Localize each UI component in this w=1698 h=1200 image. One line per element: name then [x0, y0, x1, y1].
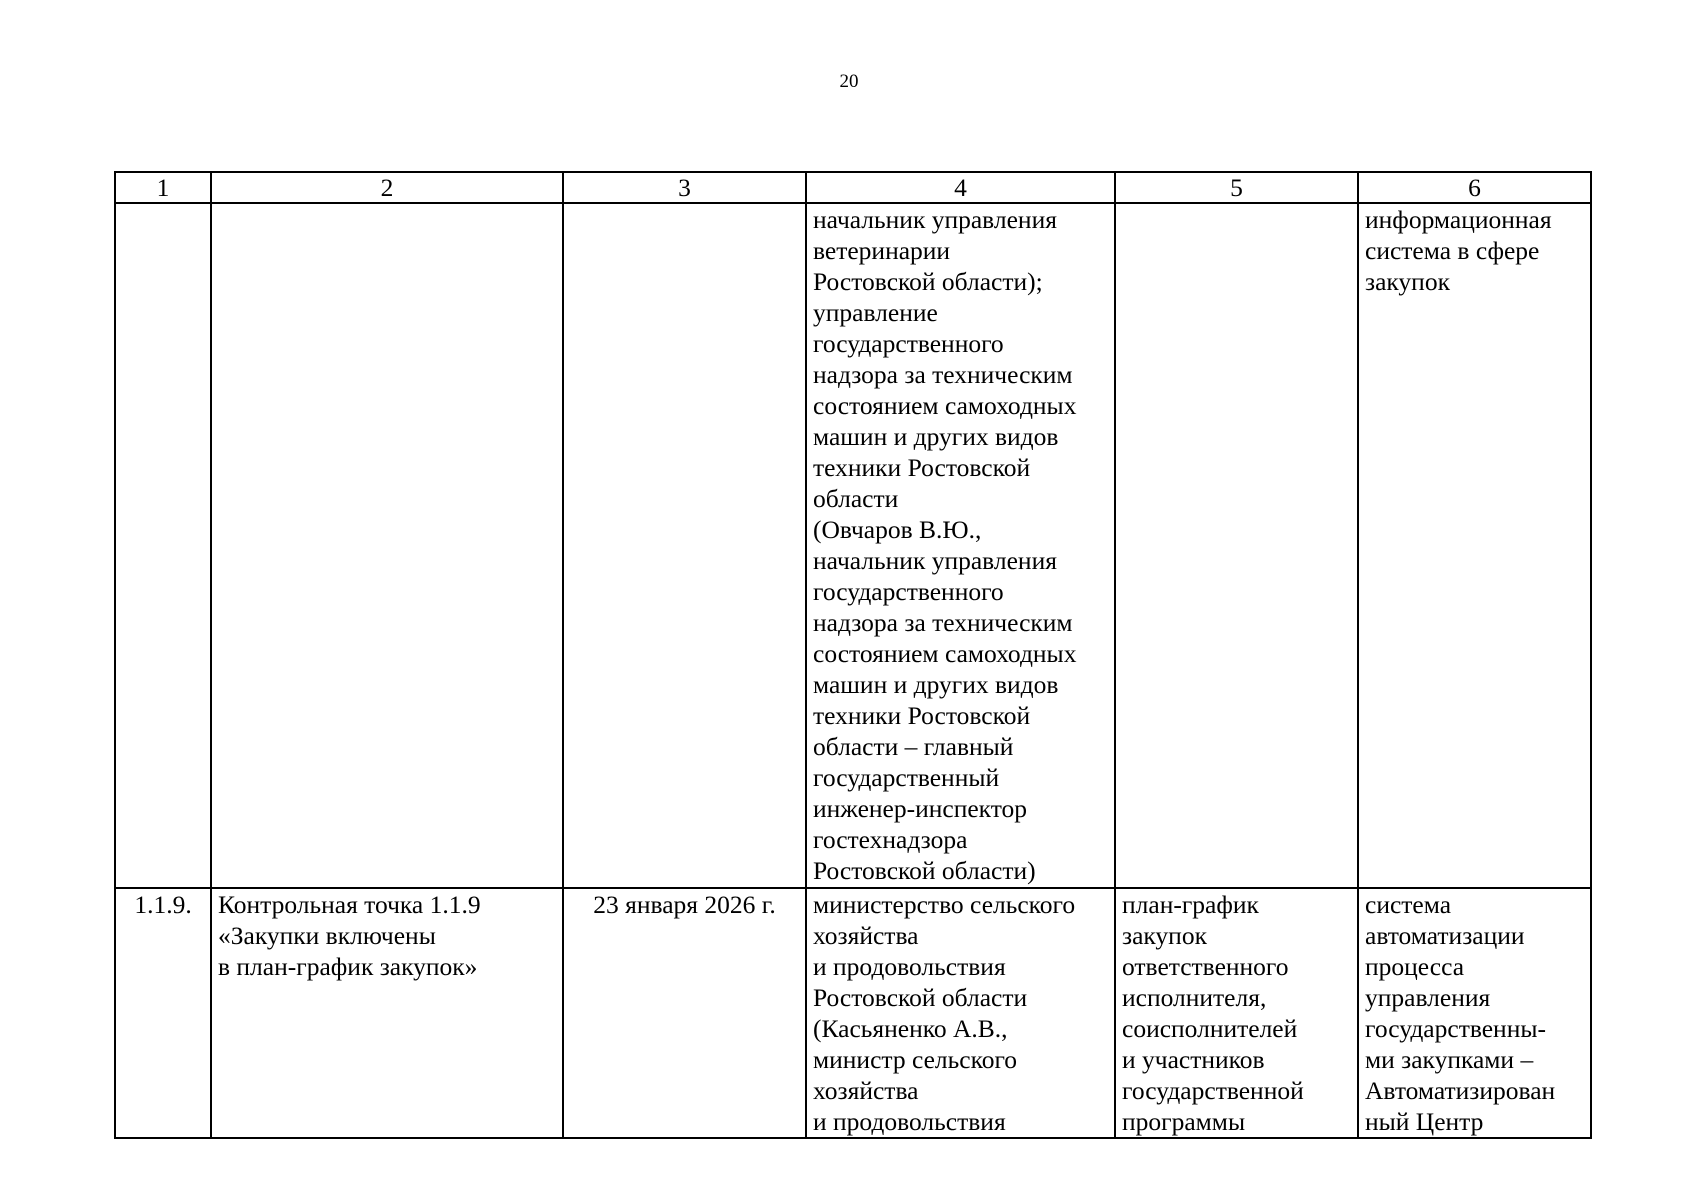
cell-line: и продовольствия	[813, 1107, 1006, 1136]
table-row	[115, 203, 1591, 888]
cell-line: состоянием самоходных	[813, 391, 1077, 420]
cell-line: информационная	[1365, 205, 1552, 234]
cell-line: области	[813, 484, 899, 513]
row-1-col-5	[1115, 203, 1358, 888]
row-2-information-system	[1358, 888, 1591, 1138]
cell-line: надзора за техническим	[813, 360, 1073, 389]
cell-line: начальник управления	[813, 205, 1057, 234]
row-1-responsible	[806, 203, 1115, 888]
cell-line: в план-график закупок»	[218, 952, 478, 981]
cell-line: 1.1.9.	[134, 890, 192, 919]
header-col-5: 5	[1115, 172, 1358, 203]
table-header-row	[115, 172, 1591, 203]
cell-line: ветеринарии	[813, 236, 951, 265]
cell-line: и участников	[1122, 1045, 1265, 1074]
cell-line: хозяйства	[813, 1076, 919, 1105]
cell-line: ответственного	[1122, 952, 1289, 981]
header-col-1: 1	[115, 172, 211, 203]
cell-line: области – главный	[813, 732, 1014, 761]
cell-line: техники Ростовской	[813, 701, 1031, 730]
cell-line: Контрольная точка 1.1.9	[218, 890, 481, 919]
cell-line: (Касьяненко А.В.,	[813, 1014, 1008, 1043]
table-row	[115, 888, 1591, 1138]
cell-line: закупок	[1122, 921, 1207, 950]
cell-line: надзора за техническим	[813, 608, 1073, 637]
cell-line: машин и других видов	[813, 670, 1059, 699]
cell-line: министр сельского	[813, 1045, 1018, 1074]
cell-line: и продовольствия	[813, 952, 1006, 981]
row-1-col-3	[563, 203, 806, 888]
cell-line: управления	[1365, 983, 1491, 1012]
cell-line: начальник управления	[813, 546, 1057, 575]
cell-line: закупок	[1365, 267, 1450, 296]
cell-line: министерство сельского	[813, 890, 1076, 919]
cell-line: исполнителя,	[1122, 983, 1267, 1012]
header-col-2: 2	[211, 172, 563, 203]
cell-line: система в сфере	[1365, 236, 1540, 265]
cell-line: (Овчаров В.Ю.,	[813, 515, 982, 544]
cell-line: хозяйства	[813, 921, 919, 950]
cell-line: ный Центр	[1365, 1107, 1484, 1136]
row-2-number	[115, 888, 211, 1138]
row-1-col-1	[115, 203, 211, 888]
cell-line: «Закупки включены	[218, 921, 436, 950]
cell-line: соисполнителей	[1122, 1014, 1298, 1043]
row-1-col-2	[211, 203, 563, 888]
page-number: 20	[839, 71, 859, 92]
cell-line: управление	[813, 298, 938, 327]
cell-line: государственный	[813, 763, 1000, 792]
row-1-information-system	[1358, 203, 1591, 888]
cell-line: план-график	[1122, 890, 1259, 919]
cell-line: Ростовской области	[813, 983, 1028, 1012]
header-col-3: 3	[563, 172, 806, 203]
header-col-6: 6	[1358, 172, 1591, 203]
cell-line: техники Ростовской	[813, 453, 1031, 482]
cell-line: Ростовской области)	[813, 856, 1036, 885]
row-2-responsible	[806, 888, 1115, 1138]
cell-line: ми закупками –	[1365, 1045, 1534, 1074]
row-2-date	[563, 888, 806, 1138]
cell-line: Автоматизирован	[1365, 1076, 1556, 1105]
cell-line: система	[1365, 890, 1452, 919]
cell-line: инженер-инспектор	[813, 794, 1028, 823]
row-2-checkpoint	[211, 888, 563, 1138]
cell-line: государственного	[813, 577, 1004, 606]
document-table	[114, 171, 1592, 1139]
cell-line: государственного	[813, 329, 1004, 358]
row-2-document	[1115, 888, 1358, 1138]
cell-line: автоматизации	[1365, 921, 1525, 950]
cell-line: 23 января 2026 г.	[593, 890, 776, 919]
cell-line: процесса	[1365, 952, 1465, 981]
cell-line: программы	[1122, 1107, 1246, 1136]
cell-line: Ростовской области);	[813, 267, 1043, 296]
cell-line: гостехнадзора	[813, 825, 968, 854]
cell-line: государственны-	[1365, 1014, 1546, 1043]
cell-line: государственной	[1122, 1076, 1304, 1105]
cell-line: машин и других видов	[813, 422, 1059, 451]
header-col-4: 4	[806, 172, 1115, 203]
cell-line: состоянием самоходных	[813, 639, 1077, 668]
